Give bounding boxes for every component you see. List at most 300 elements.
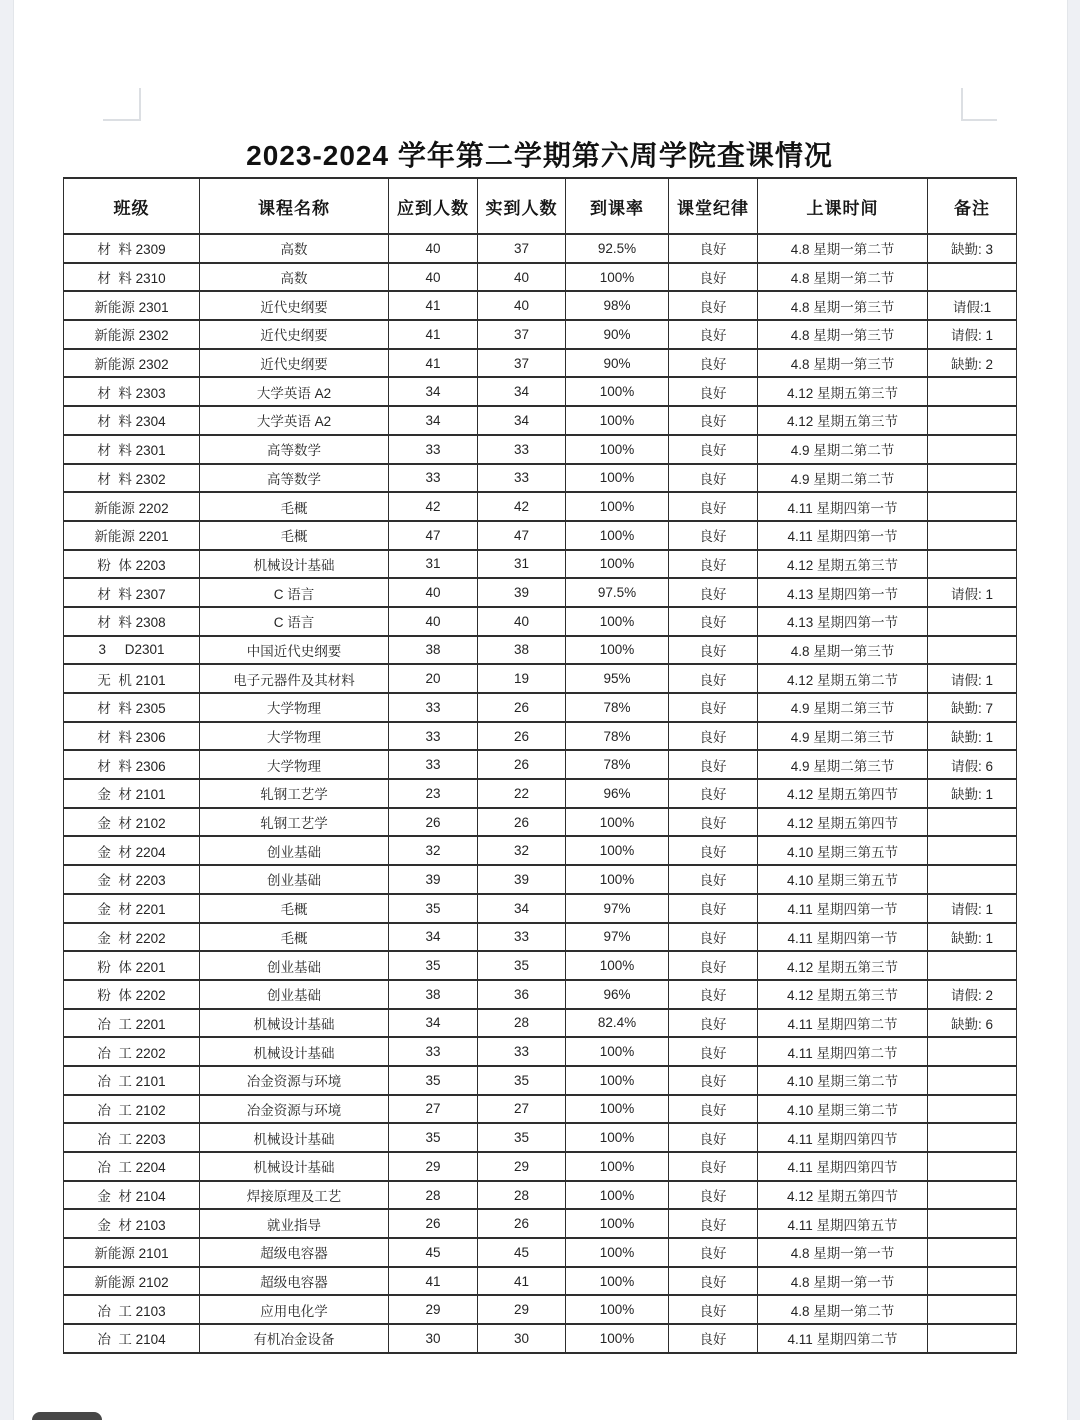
table-cell: 良好 xyxy=(669,406,758,435)
column-header: 上课时间 xyxy=(758,178,928,234)
table-cell: 金 材 2102 xyxy=(64,808,200,837)
table-cell: 4.11 星期四第二节 xyxy=(758,1324,928,1353)
table-cell: 材 料 2301 xyxy=(64,435,200,464)
table-cell xyxy=(928,1152,1017,1181)
table-cell: 41 xyxy=(389,1267,478,1296)
table-cell: 材 料 2306 xyxy=(64,750,200,779)
table-cell: 金 材 2204 xyxy=(64,836,200,865)
table-cell: 100% xyxy=(566,377,669,406)
table-cell xyxy=(928,464,1017,493)
table-row xyxy=(64,1209,1017,1238)
table-row xyxy=(64,435,1017,464)
table-cell: 良好 xyxy=(669,923,758,952)
table-cell: 良好 xyxy=(669,1181,758,1210)
table-cell: 良好 xyxy=(669,492,758,521)
table-cell xyxy=(928,951,1017,980)
table-cell: 45 xyxy=(478,1238,566,1267)
table-cell: 38 xyxy=(389,636,478,665)
table-row xyxy=(64,1295,1017,1324)
table-cell: 大学物理 xyxy=(200,722,389,751)
table-cell xyxy=(928,1181,1017,1210)
table-cell: 4.12 星期五第三节 xyxy=(758,377,928,406)
table-row xyxy=(64,836,1017,865)
table-cell: 材 料 2302 xyxy=(64,464,200,493)
table-cell: 40 xyxy=(478,607,566,636)
table-row xyxy=(64,377,1017,406)
table-cell: 95% xyxy=(566,664,669,693)
table-cell: 100% xyxy=(566,1295,669,1324)
table-cell: 40 xyxy=(389,263,478,292)
table-cell xyxy=(928,836,1017,865)
table-cell: 34 xyxy=(478,377,566,406)
table-cell: 良好 xyxy=(669,291,758,320)
table-cell: 28 xyxy=(478,1009,566,1038)
table-cell: 33 xyxy=(389,1037,478,1066)
table-cell: 大学物理 xyxy=(200,693,389,722)
table-row xyxy=(64,779,1017,808)
table-cell: 20 xyxy=(389,664,478,693)
table-cell: 78% xyxy=(566,693,669,722)
table-cell: 4.10 星期三第二节 xyxy=(758,1066,928,1095)
table-cell: 良好 xyxy=(669,894,758,923)
table-cell xyxy=(928,263,1017,292)
table-cell: 34 xyxy=(478,406,566,435)
table-cell xyxy=(928,808,1017,837)
column-header: 到课率 xyxy=(566,178,669,234)
table-cell xyxy=(928,865,1017,894)
table-cell: 100% xyxy=(566,1037,669,1066)
table-cell: 96% xyxy=(566,779,669,808)
table-cell: 4.11 星期四第一节 xyxy=(758,492,928,521)
table-row xyxy=(64,923,1017,952)
column-header: 实到人数 xyxy=(478,178,566,234)
table-cell: 请假: 1 xyxy=(928,578,1017,607)
table-cell: 冶 工 2104 xyxy=(64,1324,200,1353)
table-cell: 良好 xyxy=(669,263,758,292)
table-row xyxy=(64,1095,1017,1124)
table-cell: 4.11 星期四第四节 xyxy=(758,1123,928,1152)
table-cell: 4.11 星期四第五节 xyxy=(758,1209,928,1238)
table-cell: 4.8 星期一第三节 xyxy=(758,349,928,378)
table-cell: 39 xyxy=(478,578,566,607)
table-cell: 40 xyxy=(389,578,478,607)
table-cell: 良好 xyxy=(669,951,758,980)
table-cell: 4.11 星期四第一节 xyxy=(758,894,928,923)
table-cell: 41 xyxy=(478,1267,566,1296)
table-cell: 4.8 星期一第二节 xyxy=(758,234,928,263)
table-cell: 请假: 6 xyxy=(928,750,1017,779)
table-cell: 100% xyxy=(566,464,669,493)
table-cell: 4.9 星期二第三节 xyxy=(758,750,928,779)
table-cell: 33 xyxy=(389,435,478,464)
table-cell: 新能源 2201 xyxy=(64,521,200,550)
column-header: 课堂纪律 xyxy=(669,178,758,234)
table-cell: 41 xyxy=(389,291,478,320)
table-cell: 42 xyxy=(389,492,478,521)
table-cell: 31 xyxy=(389,550,478,579)
table-cell: 4.12 星期五第二节 xyxy=(758,664,928,693)
table-cell: 100% xyxy=(566,263,669,292)
table-cell: 28 xyxy=(478,1181,566,1210)
table-cell: 4.12 星期五第四节 xyxy=(758,779,928,808)
table-cell: 冶 工 2202 xyxy=(64,1037,200,1066)
table-row xyxy=(64,808,1017,837)
table-cell: 无 机 2101 xyxy=(64,664,200,693)
table-cell xyxy=(928,1267,1017,1296)
table-cell: 30 xyxy=(389,1324,478,1353)
table-cell: 4.9 星期二第二节 xyxy=(758,464,928,493)
table-cell: 机械设计基础 xyxy=(200,1152,389,1181)
table-cell: 超级电容器 xyxy=(200,1267,389,1296)
page-title: 2023-2024 学年第二学期第六周学院查课情况 xyxy=(246,140,833,171)
table-cell: 100% xyxy=(566,607,669,636)
table-cell: 轧钢工艺学 xyxy=(200,808,389,837)
table-cell xyxy=(928,521,1017,550)
table-row xyxy=(64,1037,1017,1066)
table-cell: 78% xyxy=(566,722,669,751)
table-cell: 100% xyxy=(566,521,669,550)
table-cell: 34 xyxy=(478,894,566,923)
table-row xyxy=(64,492,1017,521)
table-cell: 良好 xyxy=(669,1324,758,1353)
table-cell: 35 xyxy=(478,1123,566,1152)
table-cell: 29 xyxy=(389,1295,478,1324)
table-cell: 创业基础 xyxy=(200,836,389,865)
table-cell: 41 xyxy=(389,320,478,349)
table-cell: 毛概 xyxy=(200,923,389,952)
table-cell: 冶 工 2103 xyxy=(64,1295,200,1324)
table-cell: 30 xyxy=(478,1324,566,1353)
table-cell: 4.10 星期三第二节 xyxy=(758,1095,928,1124)
table-row xyxy=(64,693,1017,722)
table-cell: 粉 体 2202 xyxy=(64,980,200,1009)
column-header: 备注 xyxy=(928,178,1017,234)
table-cell: 良好 xyxy=(669,578,758,607)
table-cell: 98% xyxy=(566,291,669,320)
table-cell: 29 xyxy=(389,1152,478,1181)
table-cell: 良好 xyxy=(669,636,758,665)
table-cell: 100% xyxy=(566,808,669,837)
table-row xyxy=(64,550,1017,579)
table-cell: 3 D2301 xyxy=(64,636,200,665)
table-cell: 96% xyxy=(566,980,669,1009)
table-cell: 新能源 2302 xyxy=(64,320,200,349)
table-cell: 100% xyxy=(566,1181,669,1210)
table-cell: 创业基础 xyxy=(200,865,389,894)
table-cell: 35 xyxy=(389,951,478,980)
table-cell: 良好 xyxy=(669,607,758,636)
table-cell: 缺勤: 6 xyxy=(928,1009,1017,1038)
table-cell: 35 xyxy=(389,1123,478,1152)
table-cell: 100% xyxy=(566,1095,669,1124)
table-cell: 28 xyxy=(389,1181,478,1210)
table-cell: 92.5% xyxy=(566,234,669,263)
table-cell: 电子元器件及其材料 xyxy=(200,664,389,693)
table-cell: 机械设计基础 xyxy=(200,550,389,579)
table-cell: 33 xyxy=(478,464,566,493)
table-cell xyxy=(928,1037,1017,1066)
table-cell: 4.12 星期五第三节 xyxy=(758,406,928,435)
table-cell: 良好 xyxy=(669,1037,758,1066)
table-cell: 4.11 星期四第一节 xyxy=(758,521,928,550)
table-cell: 19 xyxy=(478,664,566,693)
table-cell: 缺勤: 1 xyxy=(928,779,1017,808)
table-cell: 4.8 星期一第三节 xyxy=(758,320,928,349)
column-header: 班级 xyxy=(64,178,200,234)
table-cell: 78% xyxy=(566,750,669,779)
table-cell: 良好 xyxy=(669,464,758,493)
table-cell: 良好 xyxy=(669,1009,758,1038)
table-cell: 冶 工 2201 xyxy=(64,1009,200,1038)
table-row xyxy=(64,1324,1017,1353)
table-cell: 4.11 星期四第二节 xyxy=(758,1009,928,1038)
table-cell: 33 xyxy=(389,722,478,751)
table-row xyxy=(64,980,1017,1009)
table-cell: 良好 xyxy=(669,1066,758,1095)
table-cell: 高等数学 xyxy=(200,435,389,464)
table-cell xyxy=(928,1066,1017,1095)
table-cell: 请假: 2 xyxy=(928,980,1017,1009)
table-cell: 冶 工 2203 xyxy=(64,1123,200,1152)
table-row xyxy=(64,1123,1017,1152)
table-cell: 高数 xyxy=(200,263,389,292)
table-row xyxy=(64,951,1017,980)
table-cell: 4.12 星期五第三节 xyxy=(758,550,928,579)
table-cell: 90% xyxy=(566,320,669,349)
table-cell: 大学物理 xyxy=(200,750,389,779)
table-cell: 39 xyxy=(478,865,566,894)
table-cell: 100% xyxy=(566,865,669,894)
table-cell: 新能源 2301 xyxy=(64,291,200,320)
table-cell: 32 xyxy=(389,836,478,865)
table-cell: 26 xyxy=(478,693,566,722)
table-cell: 大学英语 A2 xyxy=(200,377,389,406)
table-row xyxy=(64,1181,1017,1210)
table-cell: 材 料 2304 xyxy=(64,406,200,435)
table-cell: 100% xyxy=(566,636,669,665)
table-cell: 缺勤: 3 xyxy=(928,234,1017,263)
table-cell: 机械设计基础 xyxy=(200,1009,389,1038)
table-cell: 33 xyxy=(478,923,566,952)
table-cell: 请假: 1 xyxy=(928,894,1017,923)
table-cell: 良好 xyxy=(669,550,758,579)
column-header: 课程名称 xyxy=(200,178,389,234)
table-cell: 29 xyxy=(478,1152,566,1181)
table-cell: 40 xyxy=(389,607,478,636)
table-row xyxy=(64,1009,1017,1038)
table-cell: 请假:1 xyxy=(928,291,1017,320)
table-cell: 4.12 星期五第四节 xyxy=(758,808,928,837)
table-cell: C 语言 xyxy=(200,607,389,636)
table-cell: 47 xyxy=(478,521,566,550)
table-cell: 良好 xyxy=(669,435,758,464)
table-cell: 4.10 星期三第五节 xyxy=(758,865,928,894)
table-row xyxy=(64,1066,1017,1095)
table-cell: 创业基础 xyxy=(200,980,389,1009)
table-cell xyxy=(928,550,1017,579)
table-cell: 37 xyxy=(478,234,566,263)
table-cell: 100% xyxy=(566,550,669,579)
table-cell: 27 xyxy=(478,1095,566,1124)
table-cell: 就业指导 xyxy=(200,1209,389,1238)
table-cell: 36 xyxy=(478,980,566,1009)
table-cell: 4.13 星期四第一节 xyxy=(758,607,928,636)
table-cell: 4.12 星期五第三节 xyxy=(758,951,928,980)
table-cell: 33 xyxy=(478,435,566,464)
table-cell: 4.9 星期二第三节 xyxy=(758,722,928,751)
table-cell: 100% xyxy=(566,836,669,865)
table-cell: 26 xyxy=(478,808,566,837)
table-cell: 100% xyxy=(566,1238,669,1267)
table-cell: 近代史纲要 xyxy=(200,349,389,378)
table-cell: 97.5% xyxy=(566,578,669,607)
table-row xyxy=(64,263,1017,292)
table-cell: 4.8 星期一第二节 xyxy=(758,1295,928,1324)
table-cell: 38 xyxy=(478,636,566,665)
table-cell: 良好 xyxy=(669,722,758,751)
table-cell: 焊接原理及工艺 xyxy=(200,1181,389,1210)
column-header: 应到人数 xyxy=(389,178,478,234)
table-cell: 4.13 星期四第一节 xyxy=(758,578,928,607)
table-cell: 毛概 xyxy=(200,894,389,923)
table-cell: 4.8 星期一第三节 xyxy=(758,636,928,665)
table-cell: 100% xyxy=(566,1123,669,1152)
table-cell: 毛概 xyxy=(200,521,389,550)
table-cell: 100% xyxy=(566,1209,669,1238)
table-cell: 41 xyxy=(389,349,478,378)
table-cell: 34 xyxy=(389,1009,478,1038)
table-cell: 冶 工 2101 xyxy=(64,1066,200,1095)
table-cell: 良好 xyxy=(669,1267,758,1296)
table-cell: 金 材 2203 xyxy=(64,865,200,894)
table-cell: 有机冶金设备 xyxy=(200,1324,389,1353)
table-cell: 良好 xyxy=(669,349,758,378)
table-row xyxy=(64,750,1017,779)
table-cell: 材 料 2303 xyxy=(64,377,200,406)
table-cell: 金 材 2104 xyxy=(64,1181,200,1210)
table-row xyxy=(64,521,1017,550)
table-cell: 4.10 星期三第五节 xyxy=(758,836,928,865)
table-cell: 近代史纲要 xyxy=(200,320,389,349)
table-cell: 34 xyxy=(389,923,478,952)
table-cell: 新能源 2302 xyxy=(64,349,200,378)
table-cell: 38 xyxy=(389,980,478,1009)
table-cell: 冶金资源与环境 xyxy=(200,1095,389,1124)
table-cell: 90% xyxy=(566,349,669,378)
table-cell: 82.4% xyxy=(566,1009,669,1038)
table-cell: 材 料 2306 xyxy=(64,722,200,751)
table-cell: 缺勤: 1 xyxy=(928,923,1017,952)
table-cell: 良好 xyxy=(669,320,758,349)
table-cell: 良好 xyxy=(669,693,758,722)
table-cell: 良好 xyxy=(669,1123,758,1152)
table-cell: 创业基础 xyxy=(200,951,389,980)
table-cell: 中国近代史纲要 xyxy=(200,636,389,665)
table-cell: 26 xyxy=(478,750,566,779)
table-row xyxy=(64,636,1017,665)
table-cell: 40 xyxy=(478,263,566,292)
table-cell: 良好 xyxy=(669,1152,758,1181)
table-cell: 金 材 2202 xyxy=(64,923,200,952)
table-cell: 4.8 星期一第一节 xyxy=(758,1238,928,1267)
table-cell: 良好 xyxy=(669,836,758,865)
table-cell: 新能源 2101 xyxy=(64,1238,200,1267)
table-cell: 100% xyxy=(566,435,669,464)
table-row xyxy=(64,1238,1017,1267)
table-cell: 100% xyxy=(566,1267,669,1296)
table-cell: 4.8 星期一第一节 xyxy=(758,1267,928,1296)
table-cell: 97% xyxy=(566,923,669,952)
table-cell: 缺勤: 1 xyxy=(928,722,1017,751)
table-cell: 机械设计基础 xyxy=(200,1037,389,1066)
page-left-gutter xyxy=(0,0,14,1420)
table-cell: 大学英语 A2 xyxy=(200,406,389,435)
table-row xyxy=(64,234,1017,263)
table-cell: 45 xyxy=(389,1238,478,1267)
table-cell: 23 xyxy=(389,779,478,808)
table-row xyxy=(64,607,1017,636)
table-cell: 良好 xyxy=(669,1238,758,1267)
table-cell: 4.8 星期一第二节 xyxy=(758,263,928,292)
margin-corner-mark-right xyxy=(961,88,997,121)
table-cell: 良好 xyxy=(669,865,758,894)
table-cell: 粉 体 2201 xyxy=(64,951,200,980)
table-cell: 32 xyxy=(478,836,566,865)
table-cell: 35 xyxy=(389,894,478,923)
table-row xyxy=(64,349,1017,378)
table-cell xyxy=(928,636,1017,665)
table-cell: 良好 xyxy=(669,521,758,550)
table-cell: 良好 xyxy=(669,779,758,808)
table-cell: 47 xyxy=(389,521,478,550)
table-row xyxy=(64,406,1017,435)
table-cell: 机械设计基础 xyxy=(200,1123,389,1152)
table-cell: 轧钢工艺学 xyxy=(200,779,389,808)
table-cell: 冶 工 2204 xyxy=(64,1152,200,1181)
table-cell: 37 xyxy=(478,320,566,349)
table-cell xyxy=(928,1238,1017,1267)
table-cell: 4.11 星期四第一节 xyxy=(758,923,928,952)
table-cell: 100% xyxy=(566,1324,669,1353)
table-cell xyxy=(928,1295,1017,1324)
table-cell xyxy=(928,1123,1017,1152)
table-cell: 材 料 2307 xyxy=(64,578,200,607)
table-cell: 良好 xyxy=(669,750,758,779)
table-cell: 35 xyxy=(478,1066,566,1095)
table-cell: 毛概 xyxy=(200,492,389,521)
table-row xyxy=(64,722,1017,751)
table-cell: 39 xyxy=(389,865,478,894)
table-cell xyxy=(928,435,1017,464)
table-cell: 良好 xyxy=(669,1295,758,1324)
table-cell: 材 料 2309 xyxy=(64,234,200,263)
table-cell: 27 xyxy=(389,1095,478,1124)
table-cell: 金 材 2103 xyxy=(64,1209,200,1238)
table-cell: 26 xyxy=(478,722,566,751)
header-row xyxy=(64,178,1017,234)
table-cell xyxy=(928,492,1017,521)
table-cell: 22 xyxy=(478,779,566,808)
table-cell: 金 材 2101 xyxy=(64,779,200,808)
table-cell: 冶金资源与环境 xyxy=(200,1066,389,1095)
table-cell: 42 xyxy=(478,492,566,521)
table-cell: 高等数学 xyxy=(200,464,389,493)
table-cell: 26 xyxy=(478,1209,566,1238)
table-row xyxy=(64,578,1017,607)
table-row xyxy=(64,865,1017,894)
table-cell: 材 料 2305 xyxy=(64,693,200,722)
toolbar-button-fragment[interactable] xyxy=(32,1412,102,1420)
